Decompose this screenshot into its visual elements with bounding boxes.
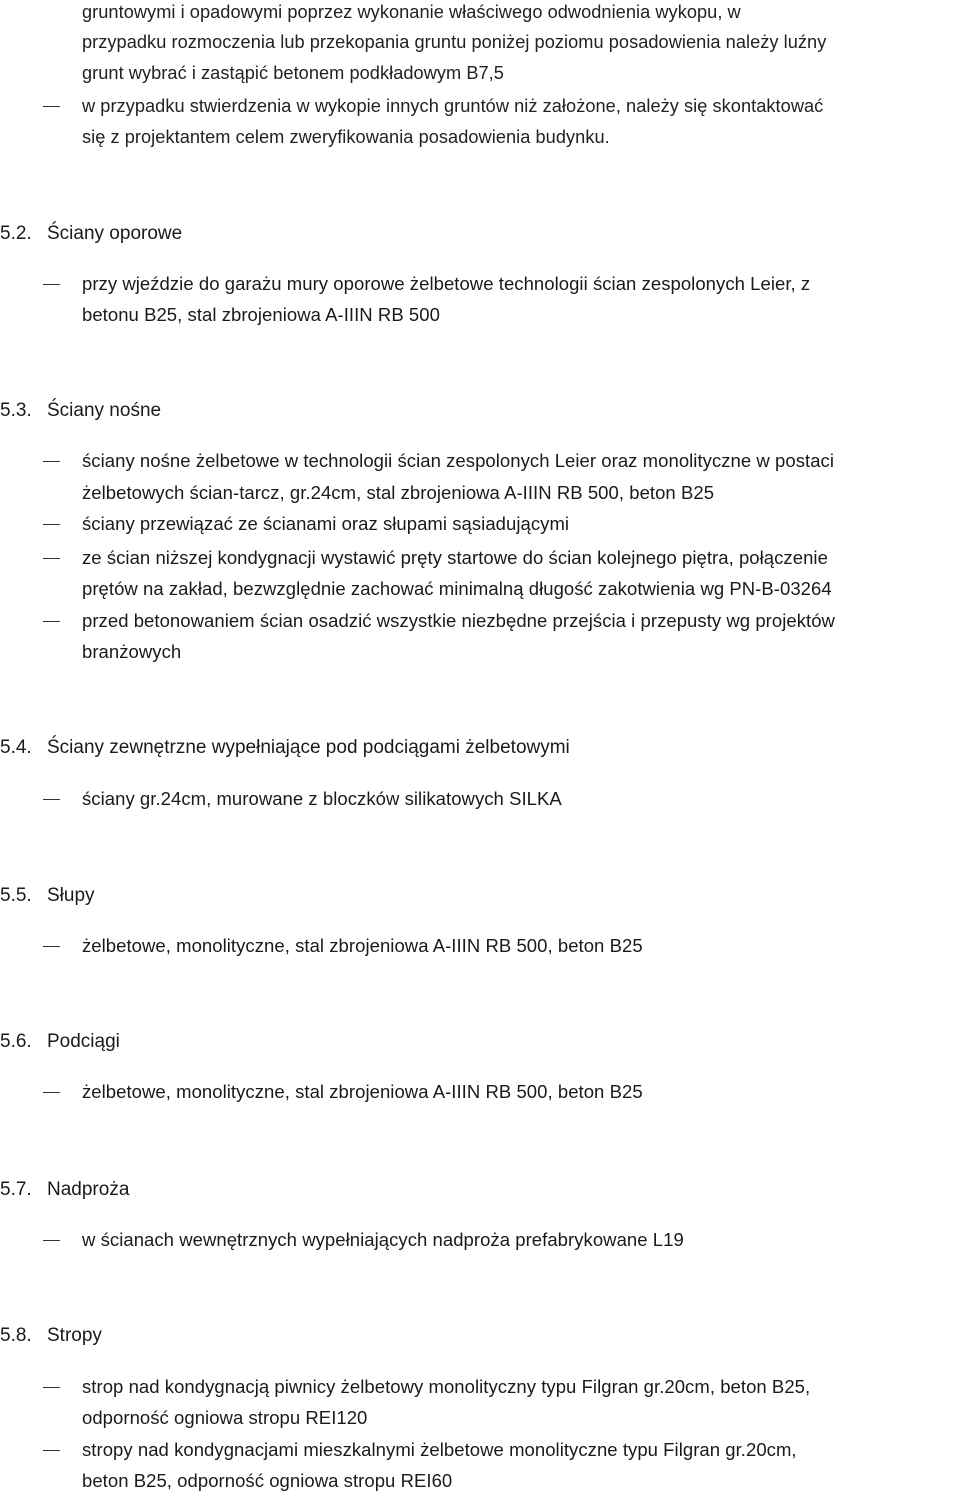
section-title: Podciągi [47, 1031, 120, 1052]
list-item-line: betonu B25, stal zbrojeniowa A-IIIN RB 500 [82, 304, 440, 325]
list-item-line: strop nad kondygnacją piwnicy żelbetowy monolityczny typu Filgran gr.20cm, beton B25, [82, 1376, 811, 1397]
list-item-line: beton B25, odporność ogniowa stropu REI60 [82, 1470, 453, 1491]
bullet-dash [43, 558, 60, 559]
lead-line: gruntowymi i opadowymi poprzez wykonanie właściwego odwodnienia wykopu, w [82, 2, 741, 22]
section-title: Ściany oporowe [47, 223, 183, 244]
bullet-dash [43, 1092, 60, 1093]
section-number: 5.8. [0, 1325, 32, 1346]
list-item-line: prętów na zakład, bezwzględnie zachować minimalną długość zakotwienia wg PN-B-03264 [82, 578, 832, 599]
list-item-line: żelbetowe, monolityczne, stal zbrojeniowa A-IIIN RB 500, beton B25 [82, 1081, 643, 1102]
list-item-line: w ścianach wewnętrznych wypełniających nadproża prefabrykowane L19 [82, 1229, 684, 1250]
section-heading [0, 399, 161, 423]
section-number: 5.2. [0, 223, 32, 244]
list-item-line: ściany gr.24cm, murowane z bloczków silikatowych SILKA [82, 788, 562, 809]
section-heading [0, 736, 570, 760]
section-number: 5.3. [0, 400, 32, 421]
list-item-line: ściany przewiązać ze ścianami oraz słupami sąsiadującymi [82, 513, 570, 534]
section-heading [0, 1030, 120, 1054]
section-title: Stropy [47, 1325, 102, 1346]
section-heading [0, 1324, 102, 1348]
section-title: Nadproża [47, 1179, 130, 1200]
section-heading [0, 222, 182, 246]
list-item-line: ściany nośne żelbetowe w technologii ścian zespolonych Leier oraz monolityczne w postaci [82, 450, 834, 471]
list-item-line: żelbetowe, monolityczne, stal zbrojeniowa A-IIIN RB 500, beton B25 [82, 935, 643, 956]
bullet-dash [43, 461, 60, 462]
list-item-line: stropy nad kondygnacjami mieszkalnymi żelbetowe monolityczne typu Filgran gr.20cm, [82, 1439, 797, 1460]
lead-line: się z projektantem celem zweryfikowania posadowienia budynku. [82, 127, 610, 147]
bullet-dash [43, 1387, 60, 1388]
list-item-line: przed betonowaniem ścian osadzić wszystkie niezbędne przejścia i przepusty wg projektów [82, 610, 835, 631]
lead-line: w przypadku stwierdzenia w wykopie innych gruntów niż założone, należy się skontaktować [82, 96, 824, 116]
section-number: 5.6. [0, 1031, 32, 1052]
bullet-dash [43, 1240, 60, 1241]
lead-line: przypadku rozmoczenia lub przekopania gruntu poniżej poziomu posadowienia należy luźny [82, 32, 827, 52]
bullet-dash [43, 799, 60, 800]
section-number: 5.7. [0, 1179, 32, 1200]
list-item-line: odporność ogniowa stropu REI120 [82, 1407, 368, 1428]
section-heading [0, 1178, 129, 1202]
bullet-dash [43, 284, 60, 285]
bullet-dash [43, 946, 60, 947]
list-item-line: żelbetowych ścian-tarcz, gr.24cm, stal zbrojeniowa A-IIIN RB 500, beton B25 [82, 482, 715, 503]
lead-line: grunt wybrać i zastąpić betonem podkładowym B7,5 [82, 63, 504, 83]
section-heading [0, 884, 95, 908]
list-item-line: branżowych [82, 641, 182, 662]
bullet-dash [43, 106, 60, 107]
list-item-line: przy wjeździe do garażu mury oporowe żelbetowe technologii ścian zespolonych Leier, z [82, 273, 811, 294]
section-title: Słupy [47, 885, 95, 906]
bullet-dash [43, 621, 60, 622]
section-title: Ściany zewnętrzne wypełniające pod podciągami żelbetowymi [47, 737, 570, 758]
section-number: 5.5. [0, 885, 32, 906]
bullet-dash [43, 1450, 60, 1451]
list-item-line: ze ścian niższej kondygnacji wystawić pręty startowe do ścian kolejnego piętra, połączenie [82, 547, 828, 568]
bullet-dash [43, 524, 60, 525]
section-number: 5.4. [0, 737, 32, 758]
section-title: Ściany nośne [47, 400, 162, 421]
